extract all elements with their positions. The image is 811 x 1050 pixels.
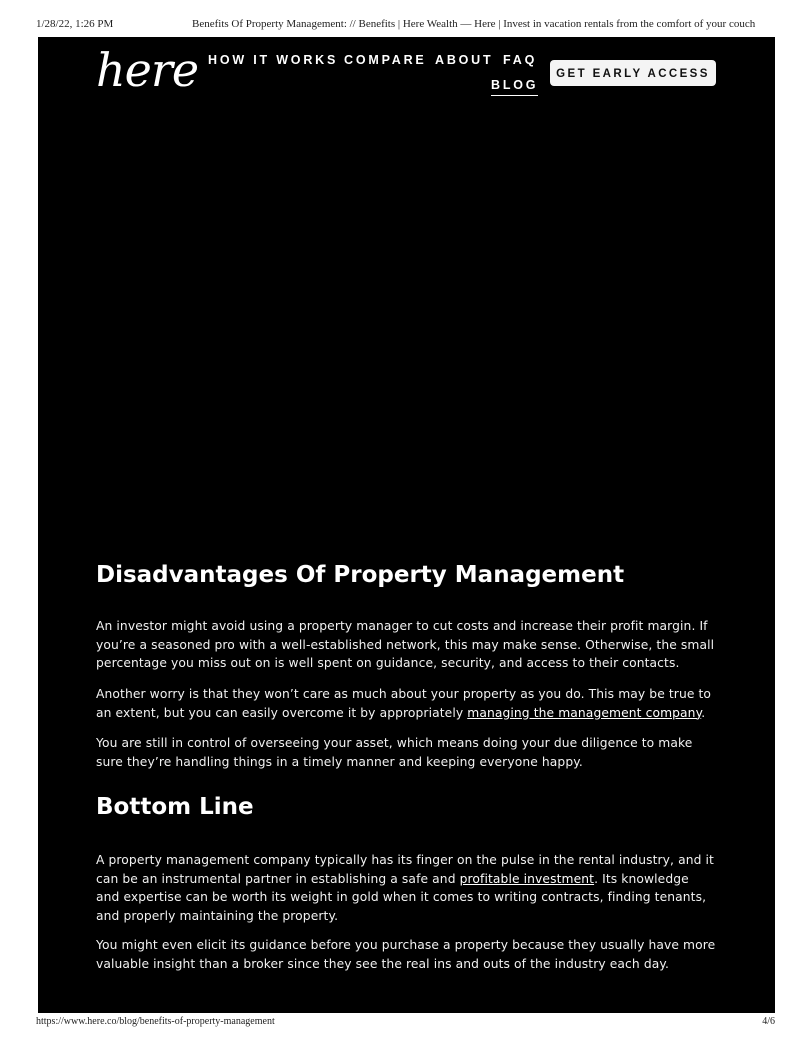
profitable-investment-link[interactable]: profitable investment: [459, 871, 595, 886]
paragraph-text: .: [701, 705, 706, 720]
print-footer: [36, 1016, 775, 1030]
nav-how-it-works[interactable]: HOW IT WORKS: [208, 53, 339, 67]
nav-blog[interactable]: BLOG: [491, 78, 538, 96]
website-page: [38, 37, 775, 1013]
nav-about[interactable]: ABOUT: [435, 53, 494, 67]
section-heading-bottom-line: Bottom Line: [96, 794, 254, 820]
paragraph: An investor might avoid using a property manager to cut costs and increase their profit margin. If you’re a seasoned pro with a well-established network, this may make sense. Otherwise, the small percentage you miss out on is well spent on guidance, security, and access to their contacts.: [96, 619, 715, 670]
print-datetime: 1/28/22, 1:26 PM: [36, 18, 114, 30]
nav-faq[interactable]: FAQ: [503, 53, 538, 67]
print-page-title: Benefits Of Property Management: // Benefits | Here Wealth — Here | Invest in vacation rentals from the comfort of your couch: [192, 18, 756, 30]
managing-management-company-link[interactable]: managing the management company: [467, 705, 702, 720]
paragraph: You are still in control of overseeing your asset, which means doing your due diligence to make sure they’re handling things in a timely manner and keeping everyone happy.: [96, 736, 693, 769]
print-page-number: 4/6: [762, 1016, 775, 1027]
print-url: https://www.here.co/blog/benefits-of-property-management: [36, 1016, 275, 1027]
paragraph-text: A property management company typically has its finger on the pulse in the rental industry, and it can be an instrumental partner in establishing a safe and: [96, 853, 714, 886]
paragraph-text: Another worry is that they won’t care as much about your property as you do. This may be true to an extent, but you can easily overcome it by appropriately: [96, 687, 712, 720]
print-header: [36, 18, 775, 34]
paragraph: [96, 685, 716, 722]
paragraph: [96, 851, 716, 925]
nav-compare[interactable]: COMPARE: [344, 53, 427, 67]
section-heading-disadvantages: Disadvantages Of Property Management: [96, 562, 625, 588]
paragraph: You might even elicit its guidance before you purchase a property because they usually have more valuable insight than a broker since they see the real ins and outs of the industry each day.: [96, 938, 716, 971]
paragraph-text: . Its knowledge and expertise can be worth its weight in gold when it comes to writing contracts, finding tenants, and properly maintaining the property.: [96, 871, 707, 923]
site-logo[interactable]: here: [96, 43, 199, 97]
get-early-access-button[interactable]: GET EARLY ACCESS: [550, 60, 716, 86]
